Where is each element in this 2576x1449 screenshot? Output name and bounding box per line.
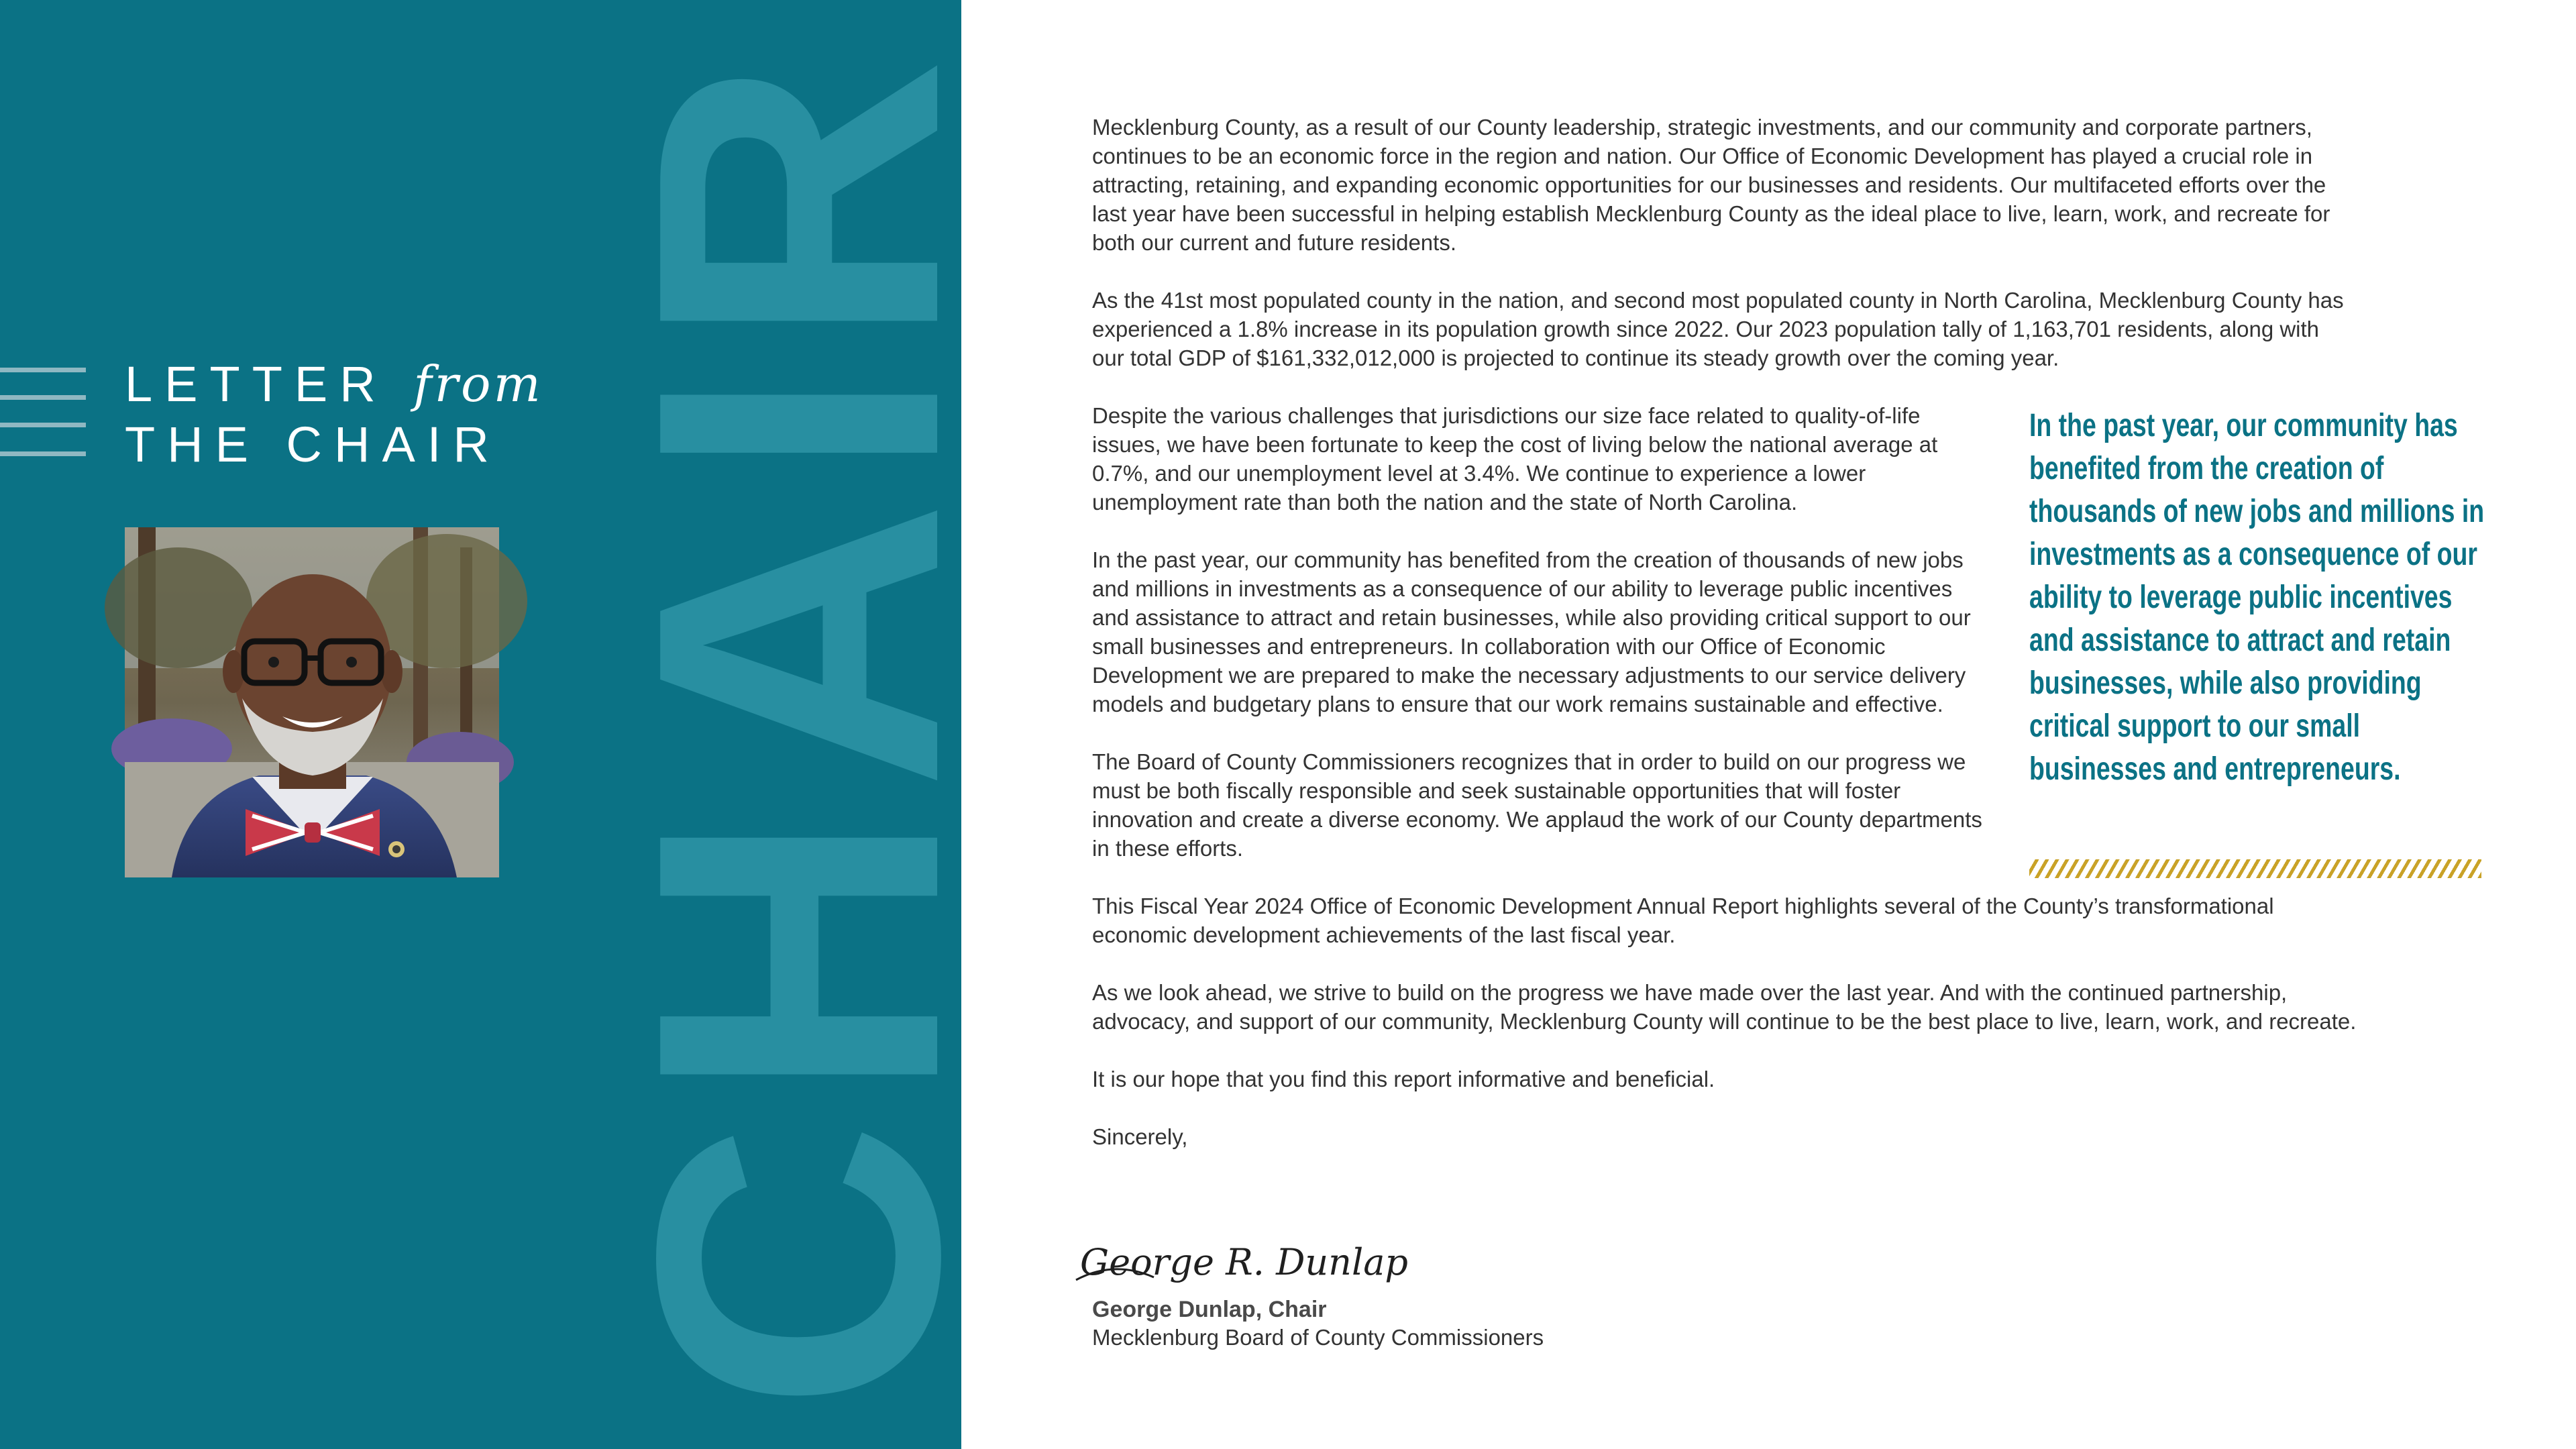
decorative-line-1 xyxy=(0,368,86,372)
letter-paragraph: Mecklenburg County, as a result of our County leadership, strategic investments, and our community and corporate partners, continues to be an economic force in the region and nation. Our Office of Economic Development has played a crucial role in attracting, retaining, and expanding economic opportunities for our businesses and residents. Our multifaceted efforts over the last year have been successful in helping establish Mecklenburg County as the ideal place to live, learn, work, and recreate for both our current and future residents. xyxy=(1092,115,2330,255)
letter-closing: Sincerely, xyxy=(1092,1124,1188,1149)
heading-letter-word: LETTER xyxy=(125,356,388,412)
letter-paragraph: Despite the various challenges that jurisdictions our size face related to quality-of-life issues, we have been fortunate to keep the cost of living below the national average at 0.7%, and our unemployment level at 3.4%. We continue to experience a lower unemployment rate than both the nation and the state of North Carolina. xyxy=(1092,403,1938,515)
letter-paragraph: As we look ahead, we strive to build on the progress we have made over the last year. And with the continued partnership, advocacy, and support of our community, Mecklenburg County will continue to be the best place to live, learn, work, and recreate. xyxy=(1092,980,2357,1034)
background-watermark-word: CHAIR xyxy=(574,37,1023,1412)
section-heading-line2: THE CHAIR xyxy=(125,417,501,472)
handwritten-signature xyxy=(1073,1233,1449,1293)
left-panel xyxy=(0,0,1023,1449)
section-heading-line1 xyxy=(125,354,543,415)
decorative-hatch-bar xyxy=(2029,859,2481,878)
signature-script: George R. Dunlap xyxy=(1080,1241,1408,1283)
signer-title: Mecklenburg Board of County Commissioners xyxy=(1092,1325,1544,1350)
pull-quote: In the past year, our community has benefited from the creation of thousands of new jobs and millions in investments as a consequence of our ability to leverage public incentives and assistance to attract and retain businesses, while also providing critical support to our small businesses and entrepreneurs. xyxy=(2029,408,2485,787)
decorative-line-3 xyxy=(0,423,86,427)
decorative-line-2 xyxy=(0,395,86,400)
letter-paragraph: As the 41st most populated county in the nation, and second most populated county in North Carolina, Mecklenburg County has experienced a 1.8% increase in its population growth since 2022. Our 2023 population tally of 1,163,701 residents, along with our total GDP of $161,332,012,000 is projected to continue its steady growth over the coming year. xyxy=(1092,288,2344,370)
letter-paragraph: It is our hope that you find this report informative and beneficial. xyxy=(1092,1067,1715,1091)
signer-name: George Dunlap, Chair xyxy=(1092,1297,1327,1322)
letter-paragraph: In the past year, our community has benefited from the creation of thousands of new jobs and millions in investments as a consequence of our ability to leverage public incentives and assistance to attract and retain businesses, while also providing critical support to our small businesses and entrepreneurs. In collaboration with our Office of Economic Development we are prepared to make the necessary adjustments to our service delivery models and budgetary plans to ensure that our work remains sustainable and effective. xyxy=(1092,547,1971,716)
decorative-line-4 xyxy=(0,451,86,456)
letter-paragraph: This Fiscal Year 2024 Office of Economic Development Annual Report highlights several of the County’s transformational economic development achievements of the last fiscal year. xyxy=(1092,894,2274,947)
letter-paragraph: The Board of County Commissioners recognizes that in order to build on our progress we must be both fiscally responsible and seek sustainable opportunities that will foster innovation and create a diverse economy. We applaud the work of our County departments in these efforts. xyxy=(1092,749,1982,861)
chair-portrait-photo xyxy=(125,527,499,877)
heading-from-word: from xyxy=(413,356,543,413)
